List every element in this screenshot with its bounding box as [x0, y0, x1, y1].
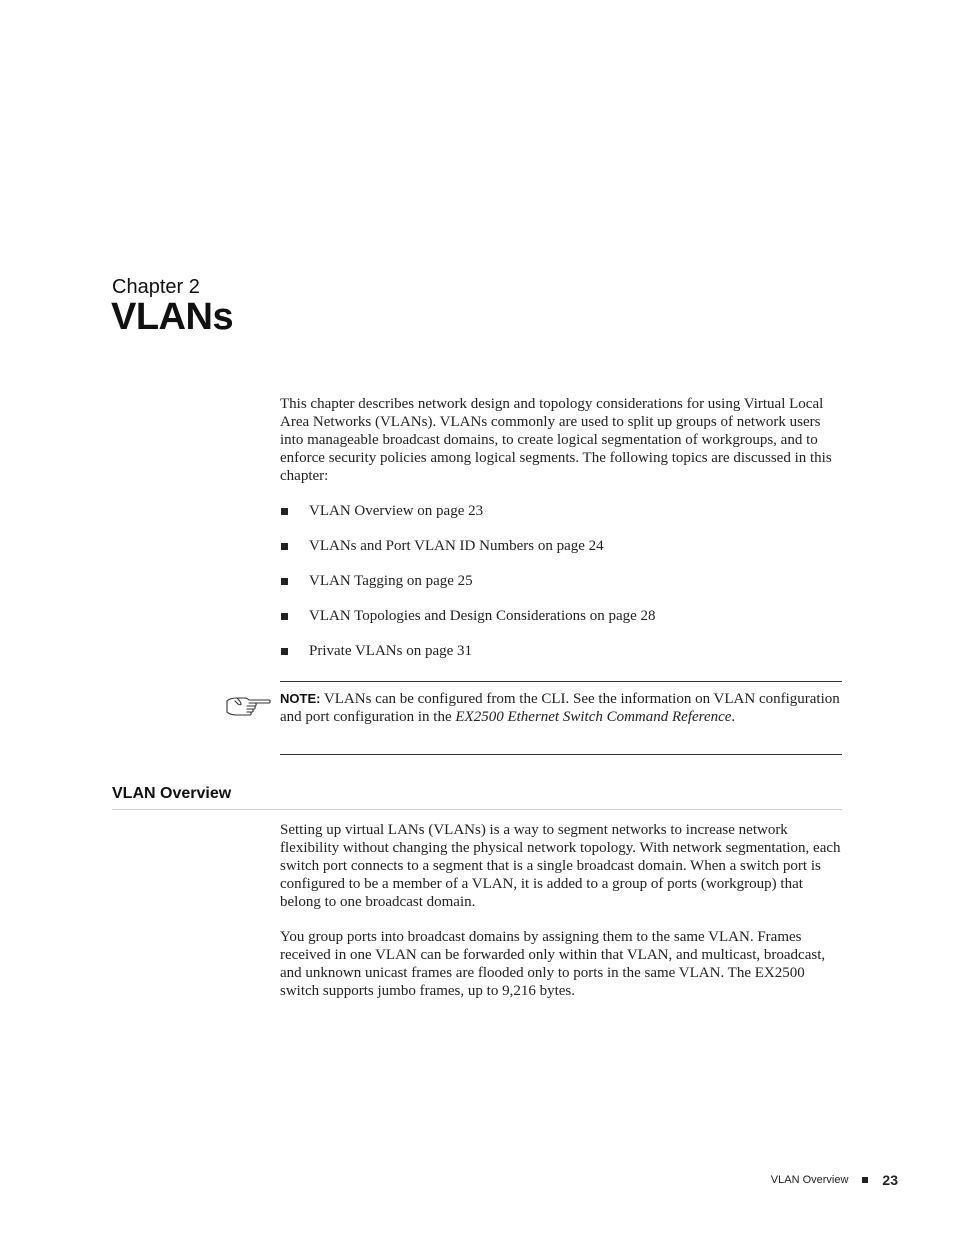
note-text: [280, 690, 842, 726]
topic-list: [280, 502, 656, 677]
topic-item[interactable]: [280, 572, 656, 607]
topic-item[interactable]: [280, 502, 656, 537]
note-body: VLANs can be configured from the CLI. See the information on VLAN configuration and port configuration in the: [280, 691, 840, 725]
page-footer: [771, 1172, 898, 1188]
section-divider: [112, 809, 842, 810]
bullet-icon: [281, 578, 288, 585]
chapter-title: VLANs: [111, 296, 234, 338]
topic-item[interactable]: [280, 642, 656, 677]
topic-item[interactable]: [280, 607, 656, 642]
bullet-icon: [281, 613, 288, 620]
note-body-end: .: [731, 709, 736, 725]
pointing-hand-icon: [225, 693, 271, 717]
topic-item[interactable]: [280, 537, 656, 572]
footer-bullet-icon: [862, 1177, 868, 1183]
chapter-label: Chapter 2: [112, 276, 200, 298]
footer-section-name: VLAN Overview: [770, 1174, 849, 1186]
bullet-icon: [281, 543, 288, 550]
note-reference[interactable]: EX2500 Ethernet Switch Command Reference: [455, 709, 732, 725]
topic-item-label: Private VLANs on page 31: [309, 643, 473, 659]
topic-item-label: VLAN Overview on page 23: [309, 503, 484, 519]
overview-paragraph: Setting up virtual LANs (VLANs) is a way to segment networks to increase network flexibility without changing the physical network topology. With network segmentation, each switch port connects to a segment that is a single broadcast domain. When a switch port is configured to be a member of a VLAN, it is added to a group of ports (workgroup) that belong to one broadcast domain.: [280, 822, 841, 910]
note-label: NOTE:: [280, 691, 321, 706]
bullet-icon: [281, 508, 288, 515]
overview-paragraph: You group ports into broadcast domains by assigning them to the same VLAN. Frames received in one VLAN can be forwarded only within that VLAN, and multicast, broadcast, and unknown unicast frames are flooded only to ports in the same VLAN. The EX2500 switch supports jumbo frames, up to 9,216 bytes.: [280, 929, 826, 999]
bullet-icon: [281, 648, 288, 655]
topic-item-label: VLANs and Port VLAN ID Numbers on page 24: [309, 538, 604, 554]
page-number: 23: [882, 1172, 898, 1188]
topic-item-label: VLAN Tagging on page 25: [309, 573, 473, 589]
section-heading: VLAN Overview: [112, 785, 232, 802]
intro-paragraph: This chapter describes network design and topology considerations for using Virtual Local Area Networks (VLANs). VLANs commonly are used to split up groups of network users into manageable broadcast domains, to create logical segmentation of workgroups, and to enforce security policies among logical segments. The following topics are discussed in this chapter:: [280, 396, 832, 484]
topic-item-label: VLAN Topologies and Design Considerations on page 28: [309, 608, 656, 624]
note-box: [280, 681, 842, 755]
